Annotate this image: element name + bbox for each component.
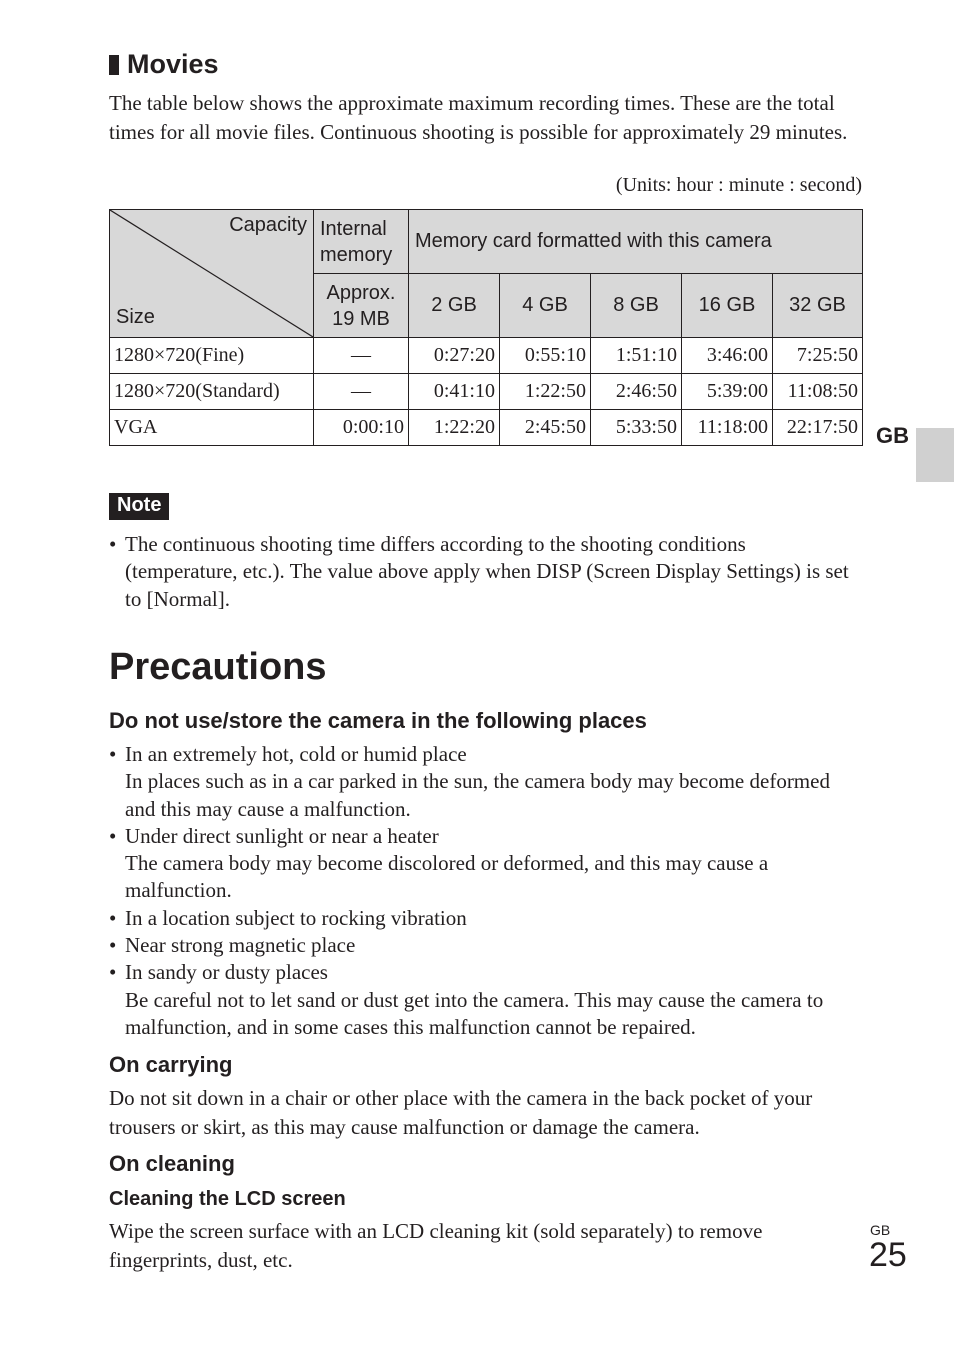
list-item <box>109 905 862 932</box>
movies-heading <box>109 49 219 80</box>
cleaning-heading: On cleaning <box>109 1151 235 1176</box>
time-cell: 2:46:50 <box>591 374 682 410</box>
time-cell: 3:46:00 <box>682 338 773 374</box>
internal-memory-header: Internal memory <box>314 210 409 274</box>
carrying-text: Do not sit down in a chair or other place with the camera in the back pocket of your trousers or skirt, as this may cause malfunction or damage the camera. <box>109 1086 813 1139</box>
item-detail: Be careful not to let sand or dust get into the camera. This may cause the camera to malfunction, and in some cases this malfunction cannot be repaired. <box>125 987 824 1039</box>
dont-use-list <box>109 741 862 1041</box>
item-title: In a location subject to rocking vibration <box>125 905 467 930</box>
footer-region: GB <box>870 1222 891 1238</box>
movies-intro: The table below shows the approximate maximum recording times. These are the total times for all movie files. Continuous shooting is possible for approximately 29 minutes. <box>109 91 848 144</box>
item-title: In an extremely hot, cold or humid place <box>125 742 467 766</box>
side-tab-label: GB <box>876 423 909 448</box>
table-row <box>110 374 863 410</box>
list-item <box>109 932 862 959</box>
time-cell: 2:45:50 <box>500 410 591 446</box>
card-size-header: 4 GB <box>500 274 591 338</box>
list-item <box>109 741 862 823</box>
row-size-cell: 1280×720(Standard) <box>110 374 314 410</box>
lcd-cleaning-heading: Cleaning the LCD screen <box>109 1188 346 1210</box>
side-tab <box>916 428 954 482</box>
time-cell: 5:39:00 <box>682 374 773 410</box>
capacity-size-header <box>110 210 314 338</box>
item-detail: In places such as in a car parked in the sun, the camera body may become deformed and this may cause a malfunction. <box>125 769 830 821</box>
dont-use-heading: Do not use/store the camera in the following places <box>109 708 647 733</box>
time-cell: 1:51:10 <box>591 338 682 374</box>
time-cell: 1:22:20 <box>409 410 500 446</box>
card-size-header: 32 GB <box>773 274 863 338</box>
list-item: • The continuous shooting time differs according to the shooting conditions (temperature, etc.). The value above apply when DISP (Screen Display Settings) is set to [Normal]. <box>109 531 862 613</box>
note-list <box>109 531 862 613</box>
memory-card-header: Memory card formatted with this camera <box>409 210 863 274</box>
page-title: Precautions <box>109 646 327 688</box>
row-size-cell: VGA <box>110 410 314 446</box>
time-cell: 0:55:10 <box>500 338 591 374</box>
internal-cell: 0:00:10 <box>314 410 409 446</box>
item-detail: The camera body may become discolored or deformed, and this may cause a malfunction. <box>125 851 769 903</box>
size-label: Size <box>116 306 155 328</box>
time-cell: 11:18:00 <box>682 410 773 446</box>
list-item <box>109 823 862 905</box>
time-cell: 0:27:20 <box>409 338 500 374</box>
recording-time-table <box>109 209 863 446</box>
item-title: Near strong magnetic place <box>125 933 356 958</box>
lcd-cleaning-text: Wipe the screen surface with an LCD cleaning kit (sold separately) to remove fingerprints, dust, etc. <box>109 1219 763 1272</box>
item-title: Under direct sunlight or near a heater <box>125 823 439 848</box>
section-marker-icon <box>109 55 119 75</box>
table-row <box>110 338 863 374</box>
time-cell: 11:08:50 <box>773 374 863 410</box>
card-size-header: 8 GB <box>591 274 682 338</box>
item-title: In sandy or dusty places <box>125 960 328 985</box>
capacity-label: Capacity <box>229 214 307 236</box>
time-cell: 0:41:10 <box>409 374 500 410</box>
time-cell: 1:22:50 <box>500 374 591 410</box>
units-note: (Units: hour : minute : second) <box>615 174 862 196</box>
internal-size-header: Approx. 19 MB <box>314 274 409 338</box>
time-cell: 22:17:50 <box>773 410 863 446</box>
carrying-heading: On carrying <box>109 1052 233 1077</box>
time-cell: 5:33:50 <box>591 410 682 446</box>
internal-cell: — <box>314 338 409 374</box>
time-cell: 7:25:50 <box>773 338 863 374</box>
table-row <box>110 410 863 446</box>
list-item <box>109 959 862 1041</box>
card-size-header: 16 GB <box>682 274 773 338</box>
page-number: 25 <box>869 1236 907 1274</box>
card-size-header: 2 GB <box>409 274 500 338</box>
note-badge: Note <box>109 493 169 520</box>
row-size-cell: 1280×720(Fine) <box>110 338 314 374</box>
internal-cell: — <box>314 374 409 410</box>
movies-heading-text: Movies <box>127 49 219 79</box>
